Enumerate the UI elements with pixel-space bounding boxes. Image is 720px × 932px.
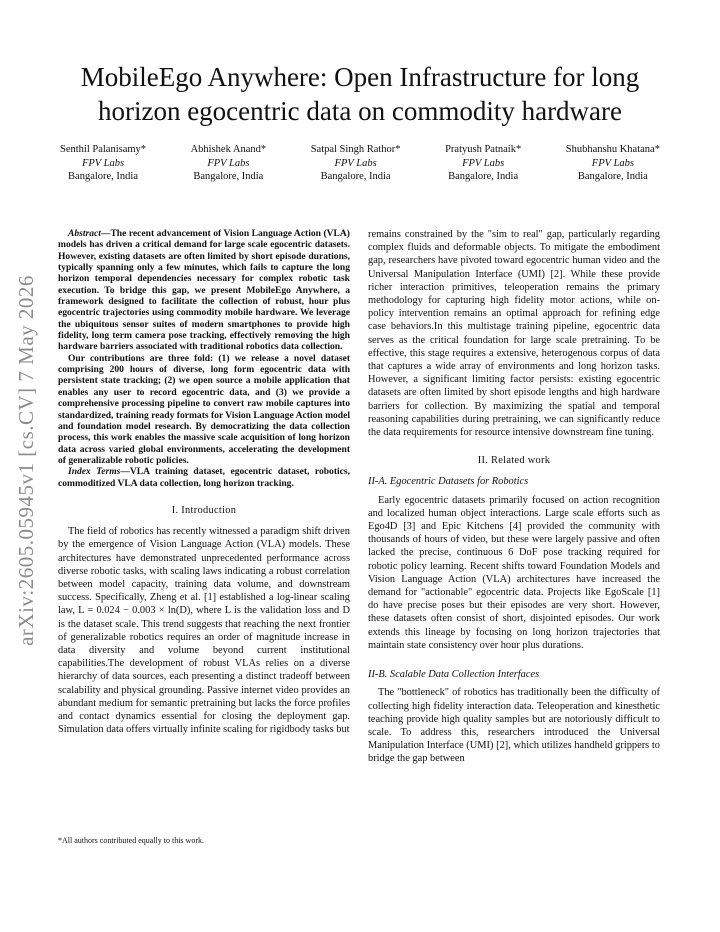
- author-affiliation: FPV Labs: [334, 157, 377, 169]
- index-terms-label: Index Terms: [68, 466, 121, 478]
- author-affiliation: FPV Labs: [462, 157, 505, 169]
- right-column: [368, 228, 660, 766]
- abstract-text: —The recent advancement of Vision Language Action (VLA) models has driven a critical demand for large scale egocentric datasets. However, existing datasets are often limited by short episode durations, typically spanning only a few minutes, which fails to capture the long horizon temporal dependencies necessary for complex robotic task execution. To bridge this gap, we present MobileEgo Anywhere, a framework designed to facilitate the collection of robust, hour plus egocentric trajectories using commodity mobile hardware. We leverage the ubiquitous sensor suites of modern smartphones to provide high fidelity, long term camera pose tracking, effectively removing the high hardware barriers associated with traditional robotics data collection.: [58, 228, 350, 353]
- abstract-label: Abstract: [68, 228, 101, 239]
- author-name: Satpal Singh Rathor*: [310, 144, 401, 155]
- author-name: Senthil Palanisamy*: [60, 144, 147, 155]
- introduction-continuation: remains constrained by the "sim to real" gap, particularly regarding complex fluids and deformable objects. To mitigate the embodiment gap, researchers have pivoted toward egocentric human video and the Universal Manipulation Interface (UMI) [2]. While these provide richer interaction primitives, teleoperation remains the primary methodology for capturing high fidelity motor actions, while on-policy intervention remains an optimal approach for refining edge case behaviors.In this multistage training pipeline, egocentric data serves as the critical foundation for large scale pretraining. To be effective, this stage requires a extensive, heterogenous corpus of data that captures a wide array of environments and long horizon tasks. However, a significant limiting factor persists: existing egocentric datasets are often limited by short episode lengths and high hardware barriers for collection. By maximizing the spatial and temporal reasoning capabilities during pretraining, we can significantly reduce the data requirements for resource intensive downstream fine tuning.: [368, 229, 660, 439]
- author-affiliation: FPV Labs: [207, 157, 250, 169]
- section-heading-introduction: I. Introduction: [171, 504, 237, 516]
- author-location: Bangalore, India: [68, 171, 139, 182]
- author-name: Shubhanshu Khatana*: [565, 144, 660, 155]
- author-list: [60, 143, 660, 184]
- author-affiliation: FPV Labs: [81, 157, 125, 169]
- paper-title: MobileEgo Anywhere: Open Infrastructure for long horizon egocentric data on commodity hardware: [80, 62, 640, 126]
- author-location: Bangalore, India: [448, 171, 519, 182]
- author-name: Pratyush Patnaik*: [445, 144, 522, 155]
- author-name: Abhishek Anand*: [190, 144, 267, 155]
- section-heading-related-work: II. Related work: [477, 455, 551, 467]
- subsection-heading-egocentric-datasets: II-A. Egocentric Datasets for Robotics: [368, 476, 529, 488]
- abstract-contributions: Our contributions are three fold: (1) we release a novel dataset comprising 200 hours of diverse, long form egocentric data with persistent state tracking; (2) we open source a mobile application that enables any user to record egocentric data, and (3) we provide a comprehensive processing pipeline to convert raw mobile captures into standardized, training ready formats for Vision Language Action model and foundation model research. By democratizing the data collection process, this work enables the massive scale acquisition of long horizon data across varied global environments, accelerating the development of generalizable robotic policies.: [58, 352, 350, 466]
- author-location: Bangalore, India: [577, 171, 648, 182]
- author-location: Bangalore, India: [320, 171, 391, 182]
- related-work-paragraph-a: Early egocentric datasets primarily focused on action recognition and localized human object interactions. Large scale efforts such as Ego4D [3] and Epic Kitchens [4] provided the community with thousands of hours of video, but these were largely passive and often lacked the precise, continuous 6 DoF pose tracking required for robotic policy learning. Recent shifts toward Foundation Models and Vision Language Action (VLA) architectures have increased the demand for "actionable" egocentric data. Projects like EgoScale [1] do have precise poses but their episodes are very short. However, these datasets often consist of short, disjointed episodes. Our work extends this lineage by focusing on long horizon trajectories that maintain state consistency over hour plus durations.: [368, 494, 660, 651]
- abstract: [58, 228, 350, 489]
- author-block: [311, 143, 401, 184]
- abstract-paragraph: [58, 228, 350, 353]
- author-block: [191, 143, 267, 184]
- author-block: [445, 143, 521, 184]
- arxiv-identifier: arXiv:2605.05945v1 [cs.CV] 7 May 2026: [13, 274, 38, 646]
- arxiv-identifier-margin: [6, 250, 46, 670]
- author-block: [566, 143, 660, 184]
- left-column: [58, 228, 350, 736]
- author-affiliation: FPV Labs: [591, 157, 634, 169]
- related-work-paragraph-b: The "bottleneck" of robotics has traditionally been the difficulty of collecting high fidelity interaction data. Teleoperation and kinesthetic teaching provide high quality samples but are notoriously difficult to scale. To address this, researchers introduced the Universal Manipulation Interface (UMI) [2], which utilizes handheld grippers to bridge the gap between: [368, 687, 660, 765]
- author-block: [60, 143, 146, 184]
- subsection-heading-scalable-collection: II-B. Scalable Data Collection Interfaces: [368, 669, 540, 681]
- author-location: Bangalore, India: [193, 171, 264, 182]
- index-terms: [58, 466, 350, 489]
- introduction-paragraph: The field of robotics has recently witnessed a paradigm shift driven by the emergence of Vision Language Action (VLA) models. These architectures have demonstrated unprecedented performance across diverse robotic tasks, with scaling laws indicating a robust correlation between model capacity, training data volume, and downstream success. Specifically, Zheng et al. [1] established a log-linear scaling law, L = 0.024 − 0.003 × ln(D), where L is the validation loss and D is the dataset scale. This trend suggests that reaching the next frontier of generalizable robotics requires an order of magnitude increase in data diversity and volume beyond current institutional capabilities.The development of robust VLAs relies on a diverse hierarchy of data sources, each presenting a distinct tradeoff between scalability and physical grounding. Passive internet video provides an abundant medium for semantic pretraining but lacks the force profiles and contact dynamics essential for closing the deployment gap. Simulation data offers virtually infinite scaling for rigidbody tasks but: [58, 526, 350, 736]
- index-terms-text: —VLA training dataset, egocentric dataset, robotics, commoditized VLA data collection, long horizon tracking.: [58, 466, 350, 489]
- footnote: *All authors contributed equally to this work.: [58, 836, 204, 845]
